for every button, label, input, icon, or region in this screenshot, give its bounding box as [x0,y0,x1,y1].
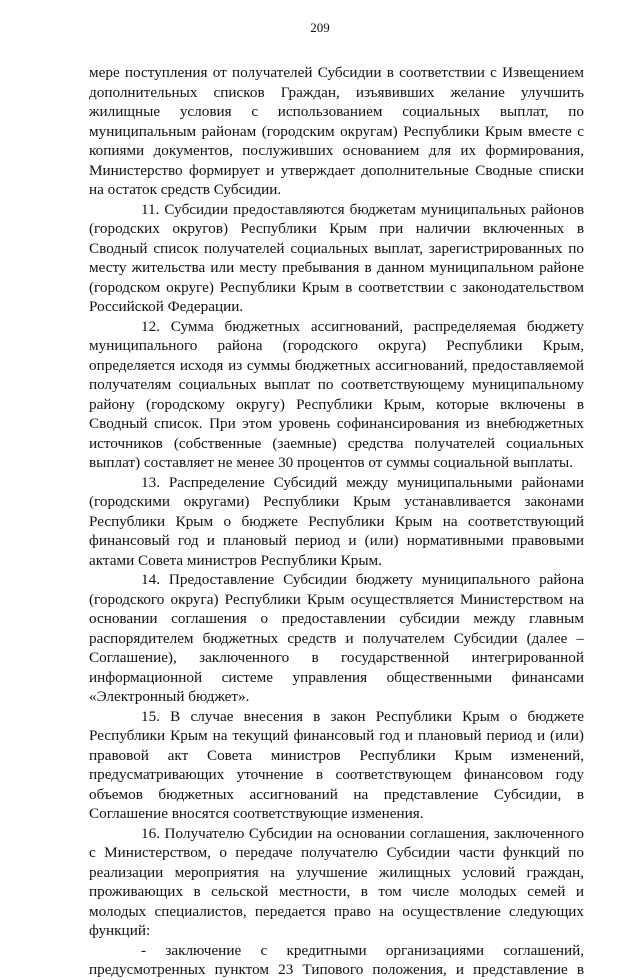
paragraph-15: 15. В случае внесения в закон Республики Крым о бюджете Республики Крым на текущий финансовый год и плановый период и (или) правовой акт Совета министров Республики Крым изменений, предусматривающих уточнение в соответствующем финансовом году объемов бюджетных ассигнований на представление Субсидии, в Соглашение вносятся соответствующие изменения. [89,707,584,822]
paragraph-16: 16. Получателю Субсидии на основании соглашения, заключенного с Министерством, о передаче получателю Субсидии части функций по реализации мероприятия на улучшение жилищных условий граждан, проживающих в сельской местности, в том числе молодых семей и молодых специалистов, передается право на осуществление следующих функций: [89,824,584,939]
document-body [89,63,584,980]
paragraph-14: 14. Предоставление Субсидии бюджету муниципального района (городского округа) Республики Крым осуществляется Министерством на основании соглашения о предоставлении субсидии между главным распорядителем бюджетных средств и получателем Субсидии (далее – Соглашение), заключенного в государственной интегрированной информационной системе управления общественными финансами «Электронный бюджет». [89,571,584,705]
paragraph-dash-item: - заключение с кредитными организациями соглашений, предусмотренных пунктом 23 Типового положения, и представление в [89,941,584,978]
paragraph-12: 12. Сумма бюджетных ассигнований, распределяемая бюджету муниципального района (городского округа) Республики Крым, определяется исходя из суммы бюджетных ассигнований, предоставляемой получателям социальных выплат по соответствующему муниципальному району (городскому округу) Республики Крым, которые включены в Сводный список. При этом уровень софинансирования из внебюджетных источников (собственные (заемные) средства получателей социальных выплат) составляет не менее 30 процентов от суммы социальной выплаты. [89,317,584,471]
paragraph-continuation: мере поступления от получателей Субсидии в соответствии с Извещением дополнительных списков Граждан, изъявивших желание улучшить жилищные условия с использованием социальных выплат, по муниципальным районам (городским округам) Республики Крым вместе с копиями документов, послуживших основанием для их формирования, Министерство формирует и утверждает дополнительные Сводные списки на остаток средств Субсидии. [89,64,584,198]
paragraph-13: 13. Распределение Субсидий между муниципальными районами (городскими округами) Республики Крым устанавливается законами Республики Крым о бюджете Республики Крым на соответствующий финансовый год и плановый период и (или) нормативными правовыми актами Совета министров Республики Крым. [89,473,584,569]
paragraph-11: 11. Субсидии предоставляются бюджетам муниципальных районов (городских округов) Республики Крым при наличии включенных в Сводный список получателей социальных выплат, зарегистрированных по месту жительства или месту пребывания в данном муниципальном районе (городском округе) Республики Крым в соответствии с законодательством Российской Федерации. [89,200,584,315]
page-number: 209 [310,20,330,35]
